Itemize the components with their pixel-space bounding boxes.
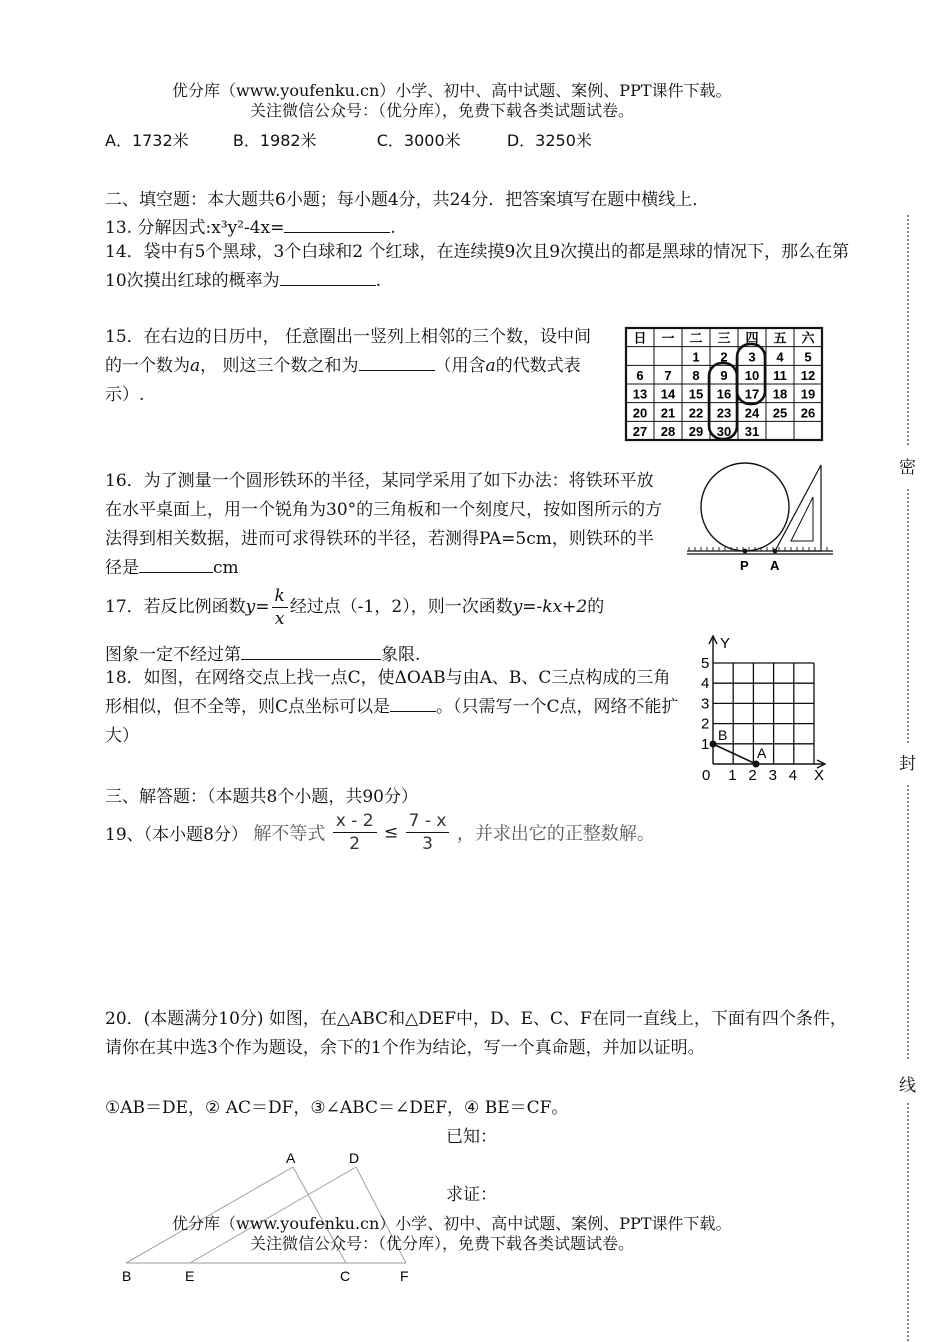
calendar-header-cell: 日 — [633, 330, 647, 346]
q15 — [105, 323, 600, 410]
calendar-day-cell: 7 — [664, 368, 672, 384]
x-tick-label: 4 — [788, 767, 798, 784]
option-a: A．1732米 — [105, 131, 189, 150]
q19-text-b: 解不等式 — [253, 823, 326, 845]
q16 — [105, 467, 665, 583]
option-b: B．1982米 — [232, 131, 317, 150]
segment-ba — [713, 744, 756, 764]
calendar-day-cell: 24 — [744, 405, 760, 421]
q19-frac-1 — [333, 810, 377, 855]
calendar-day-cell: 8 — [692, 368, 700, 384]
y-axis-label: Y — [720, 635, 731, 652]
q19-frac-2 — [406, 810, 450, 855]
y-tick-label: 3 — [701, 695, 710, 713]
q17-linear: y=-kx+2 — [512, 597, 588, 617]
q17-text-a: 17．若反比例函数 — [105, 597, 246, 617]
calendar-header-cell: 一 — [661, 330, 675, 346]
calendar-day-cell: 19 — [800, 386, 816, 402]
calendar-day-cell: 1 — [692, 349, 700, 365]
q17-text-d: 的 — [587, 597, 605, 617]
footer-line-1: 优分库（www.youfenku.cn）小学、初中、高中试题、案例、PPT课件下载。 — [172, 1214, 732, 1233]
vertex-a: A — [286, 1150, 296, 1166]
side-mark-mi: 密 — [899, 458, 916, 478]
q15-var-2: a — [485, 356, 496, 376]
known-label: 已知： — [446, 1127, 497, 1147]
calendar-day-cell: 25 — [772, 405, 788, 421]
calendar-day-cell: 3 — [748, 349, 756, 365]
calendar-day-cell: 20 — [632, 405, 648, 421]
calendar-day-cell: 4 — [776, 349, 784, 365]
calendar-day-cell: 14 — [660, 386, 676, 402]
q17-text-b: 经过点（-1，2），则一次函数 — [289, 597, 513, 617]
q13: 13. 分解因式:x³y²-4x= . — [105, 218, 396, 238]
prove-label: 求证： — [446, 1185, 497, 1205]
q19-relation: ≤ — [384, 822, 399, 843]
q17-func: y= — [245, 597, 270, 617]
calendar-day-cell: 10 — [744, 368, 760, 384]
header-line-2: 关注微信公众号：（优分库），免费下载各类试题试卷。 — [250, 101, 635, 120]
calendar-day-cell: 28 — [660, 424, 676, 440]
y-tick-label: 4 — [701, 675, 710, 693]
footer-line-2: 关注微信公众号：（优分库），免费下载各类试题试卷。 — [250, 1234, 635, 1253]
q18 — [105, 664, 680, 751]
calendar-day-cell: 26 — [800, 405, 816, 421]
q15-text-d: 的代数式表示）. — [105, 356, 581, 405]
y-tick-label: 1 — [701, 735, 710, 753]
q17-blank — [241, 643, 381, 660]
header-line-1: 优分库（www.youfenku.cn）小学、初中、高中试题、案例、PPT课件下载。 — [172, 81, 732, 100]
q17-num: k — [272, 585, 288, 608]
q17-text-e: 图象一定不经过第 — [105, 645, 241, 665]
q18-blank — [390, 695, 436, 712]
prev-options — [105, 128, 592, 151]
calendar-day-cell: 18 — [772, 386, 788, 402]
q15-text-a: 15．在右边的日历中， 任意圈出一竖列上相邻的三个数，设中间的一个数为 — [105, 327, 592, 376]
q17-line1 — [105, 585, 604, 630]
q20-conditions: ①AB＝DE，② AC＝DF，③∠ABC＝∠DEF，④ BE＝CF。 — [105, 1098, 569, 1118]
ring-figure — [685, 455, 835, 575]
q13-text: 13. 分解因式:x³y²-4x= — [105, 218, 285, 238]
calendar-day-cell: 16 — [716, 386, 732, 402]
grid-figure — [697, 632, 837, 784]
vertex-f: F — [400, 1268, 409, 1284]
option-c: C．3000米 — [376, 131, 461, 150]
iron-ring — [701, 463, 789, 551]
calendar-header-cell: 三 — [717, 330, 731, 346]
y-tick-label: 5 — [701, 655, 710, 672]
calendar-day-cell: 22 — [688, 405, 704, 421]
triangle-board — [775, 465, 821, 551]
point-b-label: B — [718, 727, 728, 743]
q19-text-a: 19、（本小题8分） — [105, 825, 248, 845]
calendar-day-cell: 6 — [636, 368, 644, 384]
vertex-e: E — [185, 1268, 195, 1284]
calendar-day-cell: 11 — [773, 368, 787, 384]
calendar-day-cell: 15 — [688, 386, 704, 402]
calendar-day-cell: 27 — [632, 424, 648, 440]
section3-title: 三、解答题：（本题共8个小题，共90分） — [105, 787, 418, 807]
q14-blank — [280, 269, 376, 286]
option-d: D．3250米 — [506, 131, 592, 150]
origin-label: 0 — [702, 767, 711, 784]
q15-blank — [359, 354, 435, 371]
x-tick-label: 1 — [728, 767, 737, 784]
calendar-day-cell: 17 — [744, 386, 760, 402]
q19-num-2: 7 - x — [406, 810, 450, 833]
q15-var: a — [190, 356, 201, 376]
q14-text: 14．袋中有5个黑球，3个白球和2 个红球，在连续摸9次且9次摸出的都是黑球的情况下，那么在第10次摸出红球的概率为 — [105, 242, 850, 291]
calendar-header-cell: 五 — [773, 330, 787, 346]
vertex-d: D — [349, 1150, 360, 1166]
x-axis-label: X — [814, 767, 825, 784]
vertex-b: B — [122, 1268, 132, 1284]
calendar-header-cell: 六 — [801, 330, 815, 346]
q19-text-c: ，并求出它的正整数解。 — [456, 823, 655, 845]
calendar-day-cell: 13 — [632, 386, 648, 402]
calendar-day-cell: 12 — [800, 368, 816, 384]
q17-text-f: 象限. — [381, 645, 421, 665]
label-p: P — [740, 558, 749, 573]
vertex-c: C — [340, 1268, 351, 1284]
calendar-day-cell: 21 — [660, 405, 676, 421]
q19-num-1: x - 2 — [333, 810, 377, 833]
q17-fraction — [272, 585, 288, 630]
calendar-day-cell: 31 — [744, 424, 760, 440]
calendar-day-cell: 29 — [688, 424, 704, 440]
q16-text: 16．为了测量一个圆形铁环的半径，某同学采用了如下办法：将铁环平放在水平桌面上，用一个锐角为30°的三角板和一个刻度尺，按如图所示的方法得到相关数据，进而可求得铁环的半径，若测得PA=5cm，则铁环的半径是 — [105, 471, 663, 578]
q17-line2 — [105, 640, 420, 665]
calendar-figure — [624, 326, 826, 444]
q16-unit: cm — [213, 558, 239, 578]
q14: 14．袋中有5个黑球，3个白球和2 个红球，在连续摸9次且9次摸出的都是黑球的情况下，那么在第10次摸出红球的概率为 . — [105, 242, 850, 291]
calendar-day-cell: 9 — [720, 368, 728, 384]
calendar-day-cell: 2 — [720, 349, 728, 365]
label-a: A — [770, 558, 780, 573]
x-tick-label: 3 — [768, 767, 777, 784]
q20: 20．(本题满分10分) 如图，在△ABC和△DEF中，D、E、C、F在同一直线上，下面有四个条件，请你在其中选3个作为题设，余下的1个作为结论，写一个真命题，并加以证明。 — [105, 1009, 847, 1058]
q15-text-c: （用含 — [434, 356, 486, 376]
q16-blank — [139, 556, 213, 573]
q17-den: x — [274, 609, 285, 629]
calendar-day-cell: 30 — [716, 424, 732, 440]
q19 — [105, 810, 655, 855]
x-tick-label: 2 — [748, 767, 757, 784]
y-tick-label: 2 — [701, 715, 710, 733]
point-a-label: A — [757, 745, 767, 761]
q13-blank — [284, 216, 390, 233]
q15-text-b: ， 则这三个数之和为 — [200, 356, 359, 376]
side-mark-feng: 封 — [899, 754, 916, 774]
calendar-header-cell: 四 — [745, 330, 759, 346]
q19-den-1: 2 — [349, 834, 361, 854]
calendar-day-cell: 5 — [804, 349, 812, 365]
section2-title: 二、填空题：本大题共6小题；每小题4分，共24分．把答案填写在题中横线上． — [105, 190, 710, 210]
calendar-header-cell: 二 — [689, 330, 703, 346]
q18-text: 18．如图，在网络交点上找一点C，使ΔOAB与由A、B、C三点构成的三角形相似，但不全等，则C点坐标可以是 — [105, 668, 671, 717]
calendar-day-cell: 23 — [716, 405, 732, 421]
binding-line — [896, 215, 920, 1342]
q19-den-2: 3 — [422, 834, 433, 854]
q18-tail: 。（只需写一个C点，网络不能扩大） — [105, 697, 679, 746]
side-mark-xian: 线 — [899, 1076, 916, 1096]
